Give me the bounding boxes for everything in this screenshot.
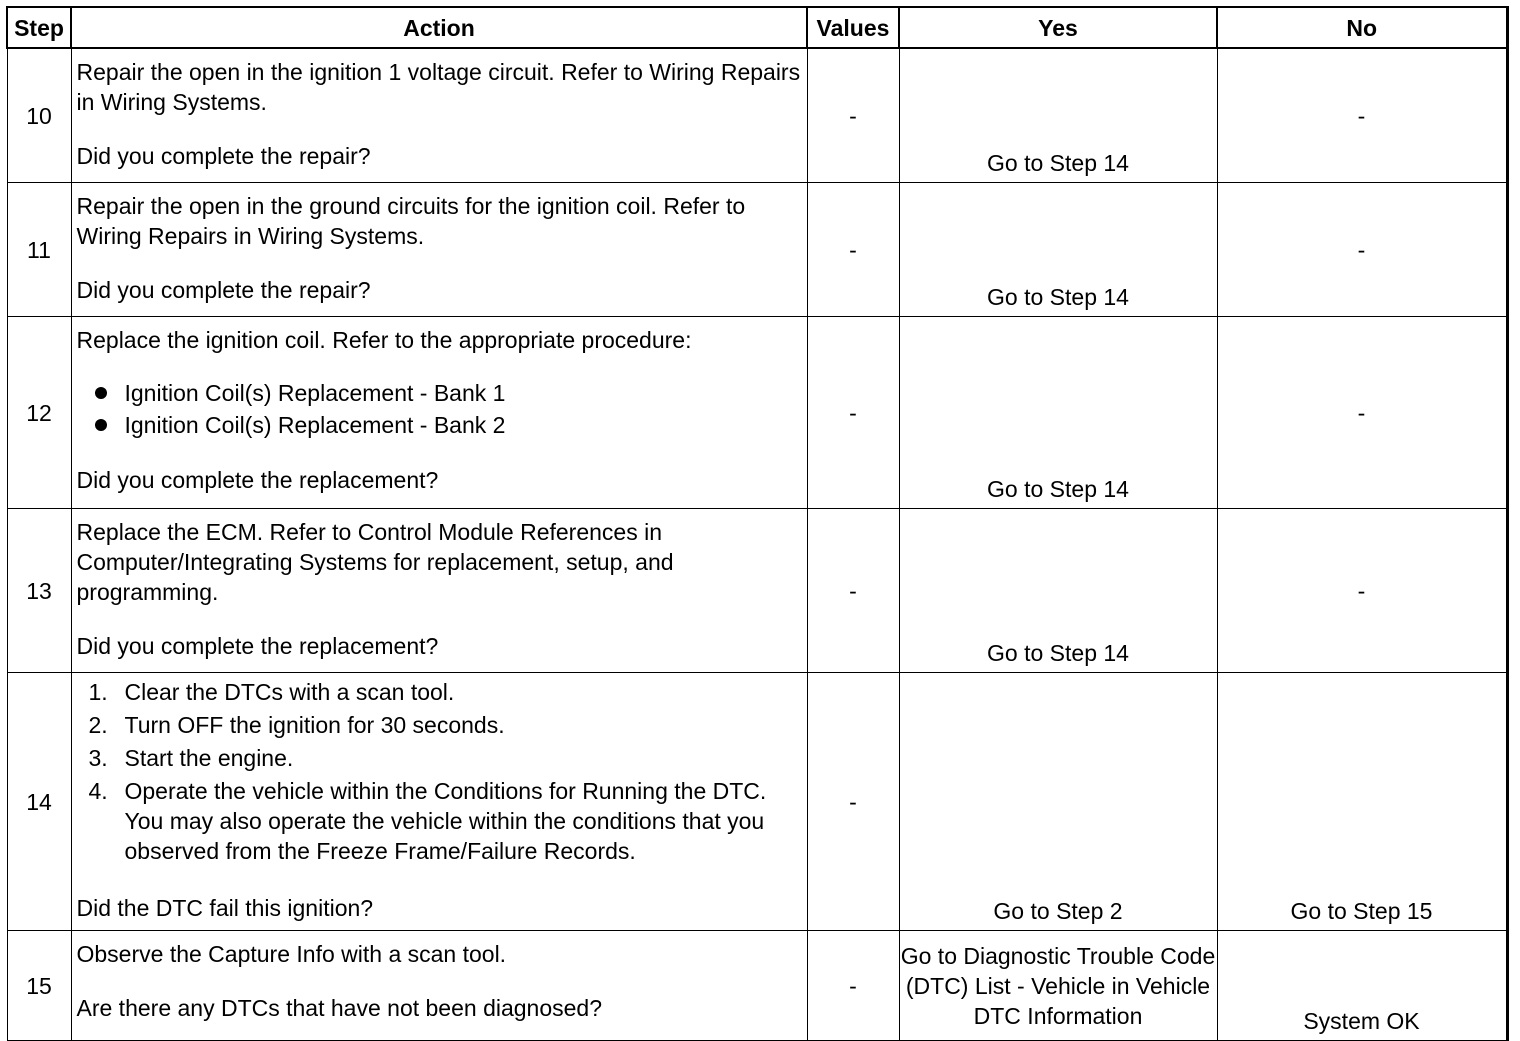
- yes-cell: Go to Step 2: [899, 673, 1217, 931]
- list-item: 2. Turn OFF the ignition for 30 seconds.: [88, 712, 505, 738]
- step-number: 11: [7, 183, 71, 317]
- values-cell: -: [807, 183, 899, 317]
- values-cell: -: [807, 931, 899, 1041]
- action-text: Replace the ECM. Refer to Control Module References in Computer/Integrating Systems for replacement, setup, and programming.: [76, 519, 674, 605]
- no-cell: -: [1217, 183, 1507, 317]
- header-no: No: [1217, 7, 1507, 48]
- step-number: 12: [7, 317, 71, 509]
- table-row: [7, 509, 1507, 673]
- no-cell: Go to Step 15: [1217, 673, 1507, 931]
- no-cell: -: [1217, 317, 1507, 509]
- action-question: Did you complete the repair?: [76, 277, 371, 303]
- action-question: Did you complete the replacement?: [76, 467, 439, 493]
- no-cell: -: [1217, 509, 1507, 673]
- step-number: 15: [7, 931, 71, 1041]
- table-row: [7, 317, 1507, 509]
- table-row: [7, 931, 1507, 1041]
- yes-cell: Go to Step 14: [899, 183, 1217, 317]
- action-cell: [71, 183, 807, 317]
- yes-cell: Go to Step 14: [899, 48, 1217, 183]
- list-item: 3. Start the engine.: [88, 745, 294, 771]
- action-cell: [71, 931, 807, 1041]
- action-question: Did you complete the repair?: [76, 143, 371, 169]
- diagnostic-table: [6, 6, 1509, 1041]
- step-number: 10: [7, 48, 71, 183]
- header-values: Values: [807, 7, 899, 48]
- yes-cell: Go to Step 14: [899, 509, 1217, 673]
- values-cell: -: [807, 48, 899, 183]
- action-text: Observe the Capture Info with a scan tool.: [76, 941, 507, 967]
- action-cell: [71, 317, 807, 509]
- header-row: [7, 7, 1507, 48]
- action-cell: [71, 673, 807, 931]
- header-step: Step: [7, 7, 71, 48]
- header-action: Action: [71, 7, 807, 48]
- table-row: [7, 48, 1507, 183]
- values-cell: -: [807, 673, 899, 931]
- action-question: Did the DTC fail this ignition?: [76, 895, 374, 921]
- action-text: Replace the ignition coil. Refer to the appropriate procedure:: [76, 327, 692, 353]
- no-cell: -: [1217, 48, 1507, 183]
- action-question: Did you complete the replacement?: [76, 633, 439, 659]
- step-number: 14: [7, 673, 71, 931]
- list-item: Ignition Coil(s) Replacement - Bank 1: [77, 377, 801, 409]
- numbered-steps: [77, 677, 801, 866]
- list-item: 4. Operate the vehicle within the Conditions for Running the DTC. You may also operate the vehicle within the conditions that you observed from the Freeze Frame/Failure Records.: [88, 778, 767, 864]
- bullet-icon: [95, 387, 107, 399]
- action-question: Are there any DTCs that have not been diagnosed?: [76, 995, 603, 1021]
- action-text: Repair the open in the ignition 1 voltage circuit. Refer to Wiring Repairs in Wiring Systems.: [76, 59, 801, 115]
- action-cell: [71, 509, 807, 673]
- table-row: [7, 673, 1507, 931]
- values-cell: -: [807, 509, 899, 673]
- bullet-icon: [95, 419, 107, 431]
- yes-cell: Go to Step 14: [899, 317, 1217, 509]
- list-item: Ignition Coil(s) Replacement - Bank 2: [77, 409, 801, 441]
- action-text: Repair the open in the ground circuits for the ignition coil. Refer to Wiring Repairs in Wiring Systems.: [76, 193, 746, 249]
- list-item: 1. Clear the DTCs with a scan tool.: [88, 679, 455, 705]
- header-yes: Yes: [899, 7, 1217, 48]
- yes-cell: Go to Diagnostic Trouble Code (DTC) List - Vehicle in Vehicle DTC Information: [899, 931, 1217, 1041]
- step-number: 13: [7, 509, 71, 673]
- table-row: [7, 183, 1507, 317]
- action-cell: [71, 48, 807, 183]
- values-cell: -: [807, 317, 899, 509]
- no-cell: System OK: [1217, 931, 1507, 1041]
- procedure-list: [77, 377, 801, 441]
